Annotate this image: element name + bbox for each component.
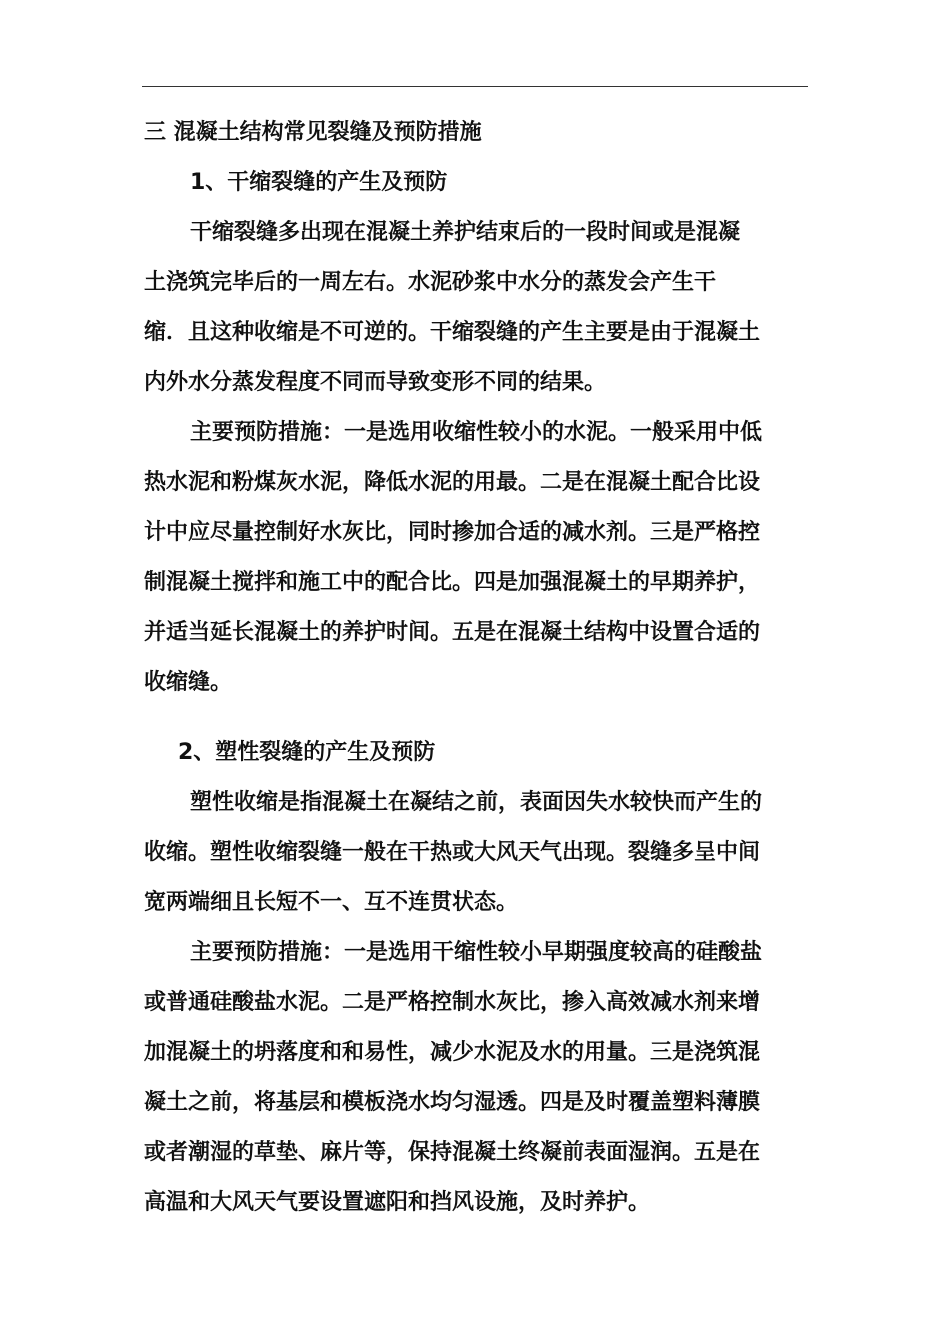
sub2-para2-line-6: 高温和大风天气要设置遮阳和挡风设施，及时养护。 bbox=[144, 1190, 651, 1215]
sub2-para1-line-1: 塑性收缩是指混凝土在凝结之前，表面因失水较快而产生的 bbox=[190, 790, 763, 815]
header-rule bbox=[142, 86, 808, 87]
sub2-para2-line-1: 主要预防措施：一是选用干缩性较小早期强度较高的硅酸盐 bbox=[190, 940, 763, 965]
subsection-2-title: 2、塑性裂缝的产生及预防 bbox=[178, 740, 436, 765]
sub1-para2-line-3: 计中应尽量控制好水灰比，同时掺加合适的减水剂。三是严格控 bbox=[144, 520, 761, 545]
section-heading: 三 混凝土结构常见裂缝及预防措施 bbox=[144, 120, 482, 145]
sub2-para1-line-3: 宽两端细且长短不一、互不连贯状态。 bbox=[144, 890, 519, 915]
document-body bbox=[144, 108, 808, 1228]
sub1-para1-line-1: 干缩裂缝多出现在混凝土养护结束后的一段时间或是混凝 bbox=[190, 220, 741, 245]
sub2-para2-line-2: 或普通硅酸盐水泥。二是严格控制水灰比，掺入高效减水剂来增 bbox=[144, 990, 761, 1015]
sub1-para2-line-6: 收缩缝。 bbox=[144, 670, 233, 695]
sub2-para2-line-5: 或者潮湿的草垫、麻片等，保持混凝土终凝前表面湿润。五是在 bbox=[144, 1140, 761, 1165]
sub1-para1-line-3: 缩．且这种收缩是不可逆的。干缩裂缝的产生主要是由于混凝土 bbox=[144, 320, 761, 345]
subsection-1-title: 1、干缩裂缝的产生及预防 bbox=[190, 170, 448, 195]
section-gap bbox=[144, 708, 808, 728]
sub1-para2-line-1: 主要预防措施：一是选用收缩性较小的水泥。一般采用中低 bbox=[190, 420, 763, 445]
sub1-para2-line-5: 并适当延长混凝土的养护时间。五是在混凝土结构中设置合适的 bbox=[144, 620, 761, 645]
sub1-para2-line-2: 热水泥和粉煤灰水泥，降低水泥的用最。二是在混凝土配合比设 bbox=[144, 470, 761, 495]
sub2-para2-line-4: 凝土之前，将基层和模板浇水均匀湿透。四是及时覆盖塑料薄膜 bbox=[144, 1090, 761, 1115]
sub1-para1-line-4: 内外水分蒸发程度不同而导致变形不同的结果。 bbox=[144, 370, 607, 395]
sub1-para2-line-4: 制混凝土搅拌和施工中的配合比。四是加强混凝土的早期养护， bbox=[144, 570, 761, 595]
sub2-para1-line-2: 收缩。塑性收缩裂缝一般在干热或大风天气出现。裂缝多呈中间 bbox=[144, 840, 761, 865]
sub1-para1-line-2: 土浇筑完毕后的一周左右。水泥砂浆中水分的蒸发会产生干 bbox=[144, 270, 717, 295]
sub2-para2-line-3: 加混凝土的坍落度和和易性，减少水泥及水的用量。三是浇筑混 bbox=[144, 1040, 761, 1065]
